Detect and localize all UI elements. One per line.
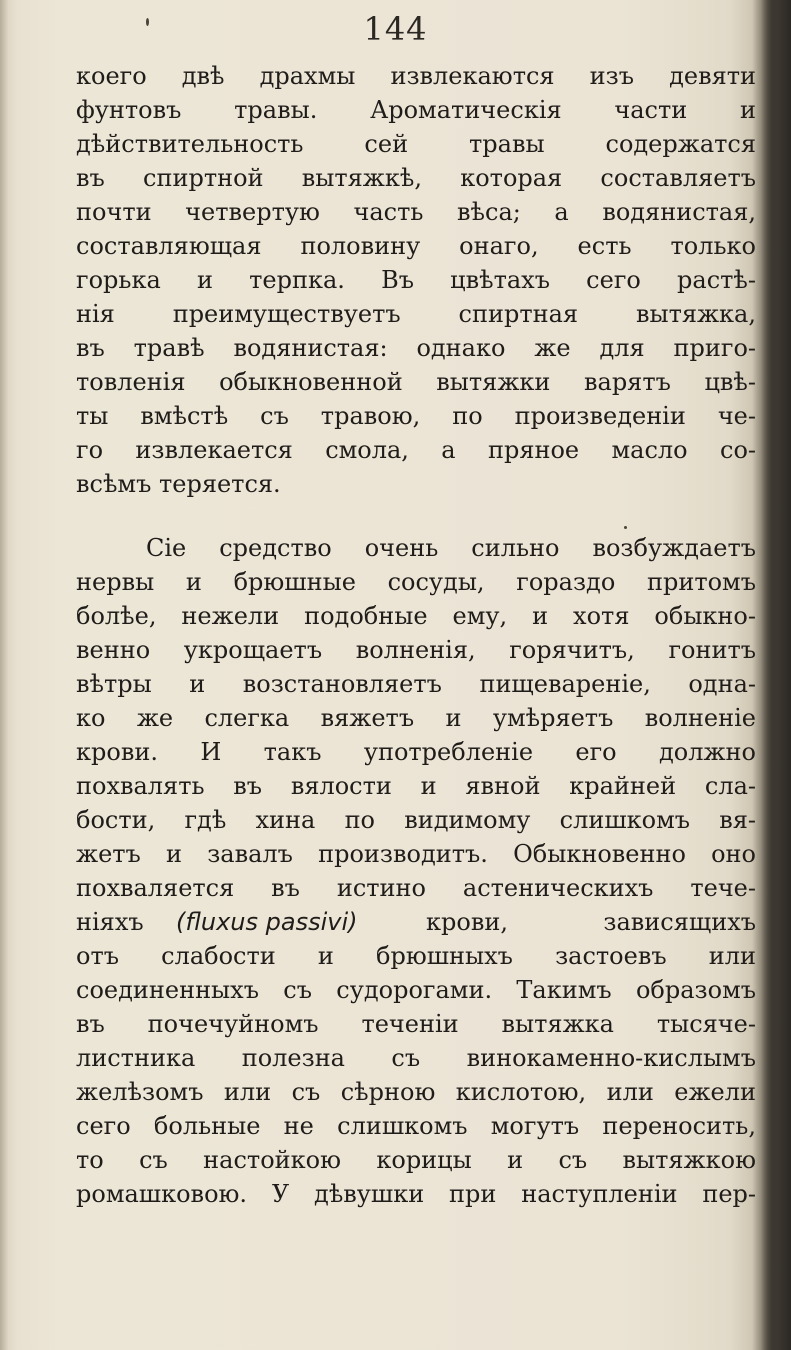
text-line: отъ слабости и брюшныхъ застоевъ или [76,942,756,970]
text-line: ко же слегка вяжетъ и умѣряетъ волненіе [76,704,756,732]
text-line-end: крови, зависящихъ [426,908,756,936]
text-line: похваляется въ истино астеническихъ тече- [76,874,756,902]
text-line: коего двѣ драхмы извлекаются изъ девяти [76,62,756,90]
text-line: похвалять въ вялости и явной крайней сла- [76,772,756,800]
text-line: почти четвертую часть вѣса; а водянистая, [76,198,756,226]
text-line: сего больные не слишкомъ могутъ переносить, [76,1112,756,1140]
text-line: го извлекается смола, а пряное масло со- [76,436,756,464]
text-line: въ травѣ водянистая: однако же для приго- [76,334,756,362]
paper-speck [146,18,149,26]
text-line: въ спиртной вытяжкѣ, которая составляетъ [76,164,756,192]
page-number: 144 [363,10,428,48]
text-line: жетъ и завалъ производитъ. Обыкновенно оно [76,840,756,868]
paper-speck [624,526,627,529]
text-line: желѣзомъ или съ сѣрною кислотою, или ежели [76,1078,756,1106]
text-line: ты вмѣстѣ съ травою, по произведеніи че- [76,402,756,430]
text-line: соединенныхъ съ судорогами. Такимъ образомъ [76,976,756,1004]
text-line: венно укрощаетъ волненія, горячитъ, гонитъ [76,636,756,664]
text-line: нія преимуществуетъ спиртная вытяжка, [76,300,756,328]
text-line: крови. И такъ употребленіе его должно [76,738,756,766]
paragraph-2 [76,534,766,1214]
text-line: нервы и брюшные сосуды, гораздо притомъ [76,568,756,596]
text-line: дѣйствительность сей травы содержатся [76,130,756,158]
text-line: то съ настойкою корицы и съ вытяжкою [76,1146,756,1174]
text-line: въ почечуйномъ теченіи вытяжка тысяче- [76,1010,756,1038]
text-line-start: ніяхъ [76,908,144,936]
text-line: горька и терпка. Въ цвѣтахъ сего растѣ- [76,266,756,294]
text-line: бости, гдѣ хина по видимому слишкомъ вя- [76,806,756,834]
text-line: фунтовъ травы. Ароматическія части и [76,96,756,124]
text-line: всѣмъ теряется. [76,470,281,498]
page-left-edge [0,0,8,1350]
text-line: Сіе средство очень сильно возбуждаетъ [146,534,756,562]
paragraph-1 [76,62,766,502]
text-line: листника полезна съ винокаменно-кислымъ [76,1044,756,1072]
text-line: болѣе, нежели подобные ему, и хотя обыкно- [76,602,756,630]
text-line: составляющая половину онаго, есть только [76,232,756,260]
text-line: товленія обыкновенной вытяжки варятъ цвѣ- [76,368,756,396]
text-line: вѣтры и возстановляетъ пищевареніе, одна- [76,670,756,698]
latin-term: (fluxus passivi) [176,908,358,936]
text-line: ромашковою. У дѣвушки при наступленіи пер- [76,1180,756,1208]
